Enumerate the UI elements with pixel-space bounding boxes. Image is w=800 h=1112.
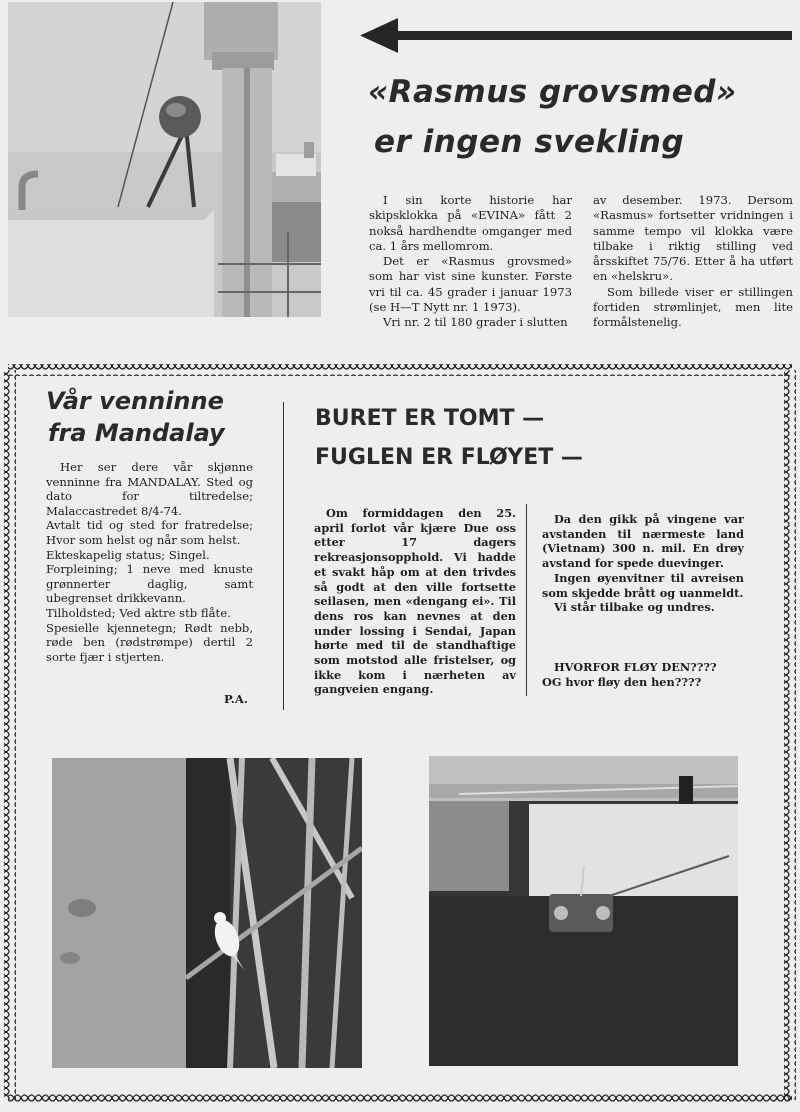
buret-question-line2: OG hvor fløy den hen???? (542, 674, 702, 689)
mandalay-paragraph: Her ser dere vår skjønne venninne fra MANDALAY. Sted og dato for tiltredelse; Malaccastredet 8/4-74. (46, 460, 253, 518)
rasmus-paragraph: I sin korte historie har skipsklokka på «EVINA» fått 2 nokså hardhendte omganger med ca. 1 års mellomrom. (369, 193, 572, 253)
rasmus-column-2 (593, 193, 793, 331)
buret-headline-line2: FUGLEN ER FLØYET — (315, 445, 583, 470)
mandalay-headline-line1: Vår venninne (46, 387, 224, 415)
rasmus-headline-line2: er ingen svekling (374, 124, 685, 160)
rasmus-paragraph: Vri nr. 2 til 180 grader i slutten (383, 315, 568, 330)
mandalay-paragraph: Ekteskapelig status; Singel. (46, 547, 210, 562)
mandalay-paragraph: Avtalt tid og sted for fratredelse; Hvor som helst og når som helst. (46, 518, 253, 547)
buret-column-2 (542, 512, 744, 615)
rasmus-paragraph: Det er «Rasmus grovsmed» som har vist sine kunster. Første vri til ca. 45 grader i januar 1973 (se H—T Nytt nr. 1 1973). (369, 254, 572, 315)
column-divider (283, 402, 284, 710)
mandalay-body (46, 460, 253, 664)
buret-question (542, 660, 772, 689)
buret-paragraph: Om formiddagen den 25. april forlot vår kjære Due oss etter 17 dagers rekreasjonsopphold. Vi hadde et svakt håp om at den trivdes så godt at den ville fortsette seilasen, men «dengang ei». Til dens ros kan nevnes at den under lossing i Sendai, Japan hørte med til de standhaftige som motstod alle fristelser, og ikke kom i nærheten av gangveien engang. (314, 506, 516, 697)
mandalay-paragraph: Spesielle kjennetegn; Rødt nebb, røde ben (rødstrømpe) dertil 2 sorte fjær i stjerten. (46, 620, 253, 664)
buret-question-line1: HVORFOR FLØY DEN???? (554, 660, 717, 674)
buret-paragraph: Da den gikk på vingene var avstanden til nærmeste land (Vietnam) 300 n. mil. En drøy avstand for spede duevinger. (542, 512, 744, 571)
rasmus-headline-line1: «Rasmus grovsmed» (368, 74, 737, 110)
buret-paragraph: Vi står tilbake og undres. (554, 600, 715, 615)
mandalay-signature: P.A. (224, 692, 248, 706)
mandalay-paragraph: Forpleining; 1 neve med knuste grønnerter daglig, samt ubegrenset drikkevann. (46, 562, 253, 606)
buret-paragraph: Ingen øyenvitner til avreisen som skjedde brått og uanmeldt. (542, 570, 744, 600)
buret-column-1 (314, 506, 516, 697)
dove-photo (52, 758, 362, 1068)
left-arrow-icon (360, 16, 792, 56)
column-divider (526, 504, 527, 696)
ship-bell-photo (8, 2, 321, 317)
rasmus-column-1 (369, 193, 572, 331)
mandalay-paragraph: Tilholdsted; Ved aktre stb flåte. (46, 605, 231, 620)
mandalay-headline-line2: fra Mandalay (48, 419, 225, 447)
deck-box-photo (429, 756, 738, 1066)
rasmus-paragraph: av desember. 1973. Dersom «Rasmus» fortsetter vridningen i samme tempo vil klokka være tilbake i riktig stilling ved årsskiftet 75/76. Etter å ha utført en «helskru». (593, 193, 793, 284)
rasmus-paragraph: Som billede viser er stillingen fortiden strømlinjet, men lite formålstenelig. (593, 284, 793, 330)
buret-headline-line1: BURET ER TOMT — (315, 406, 545, 431)
